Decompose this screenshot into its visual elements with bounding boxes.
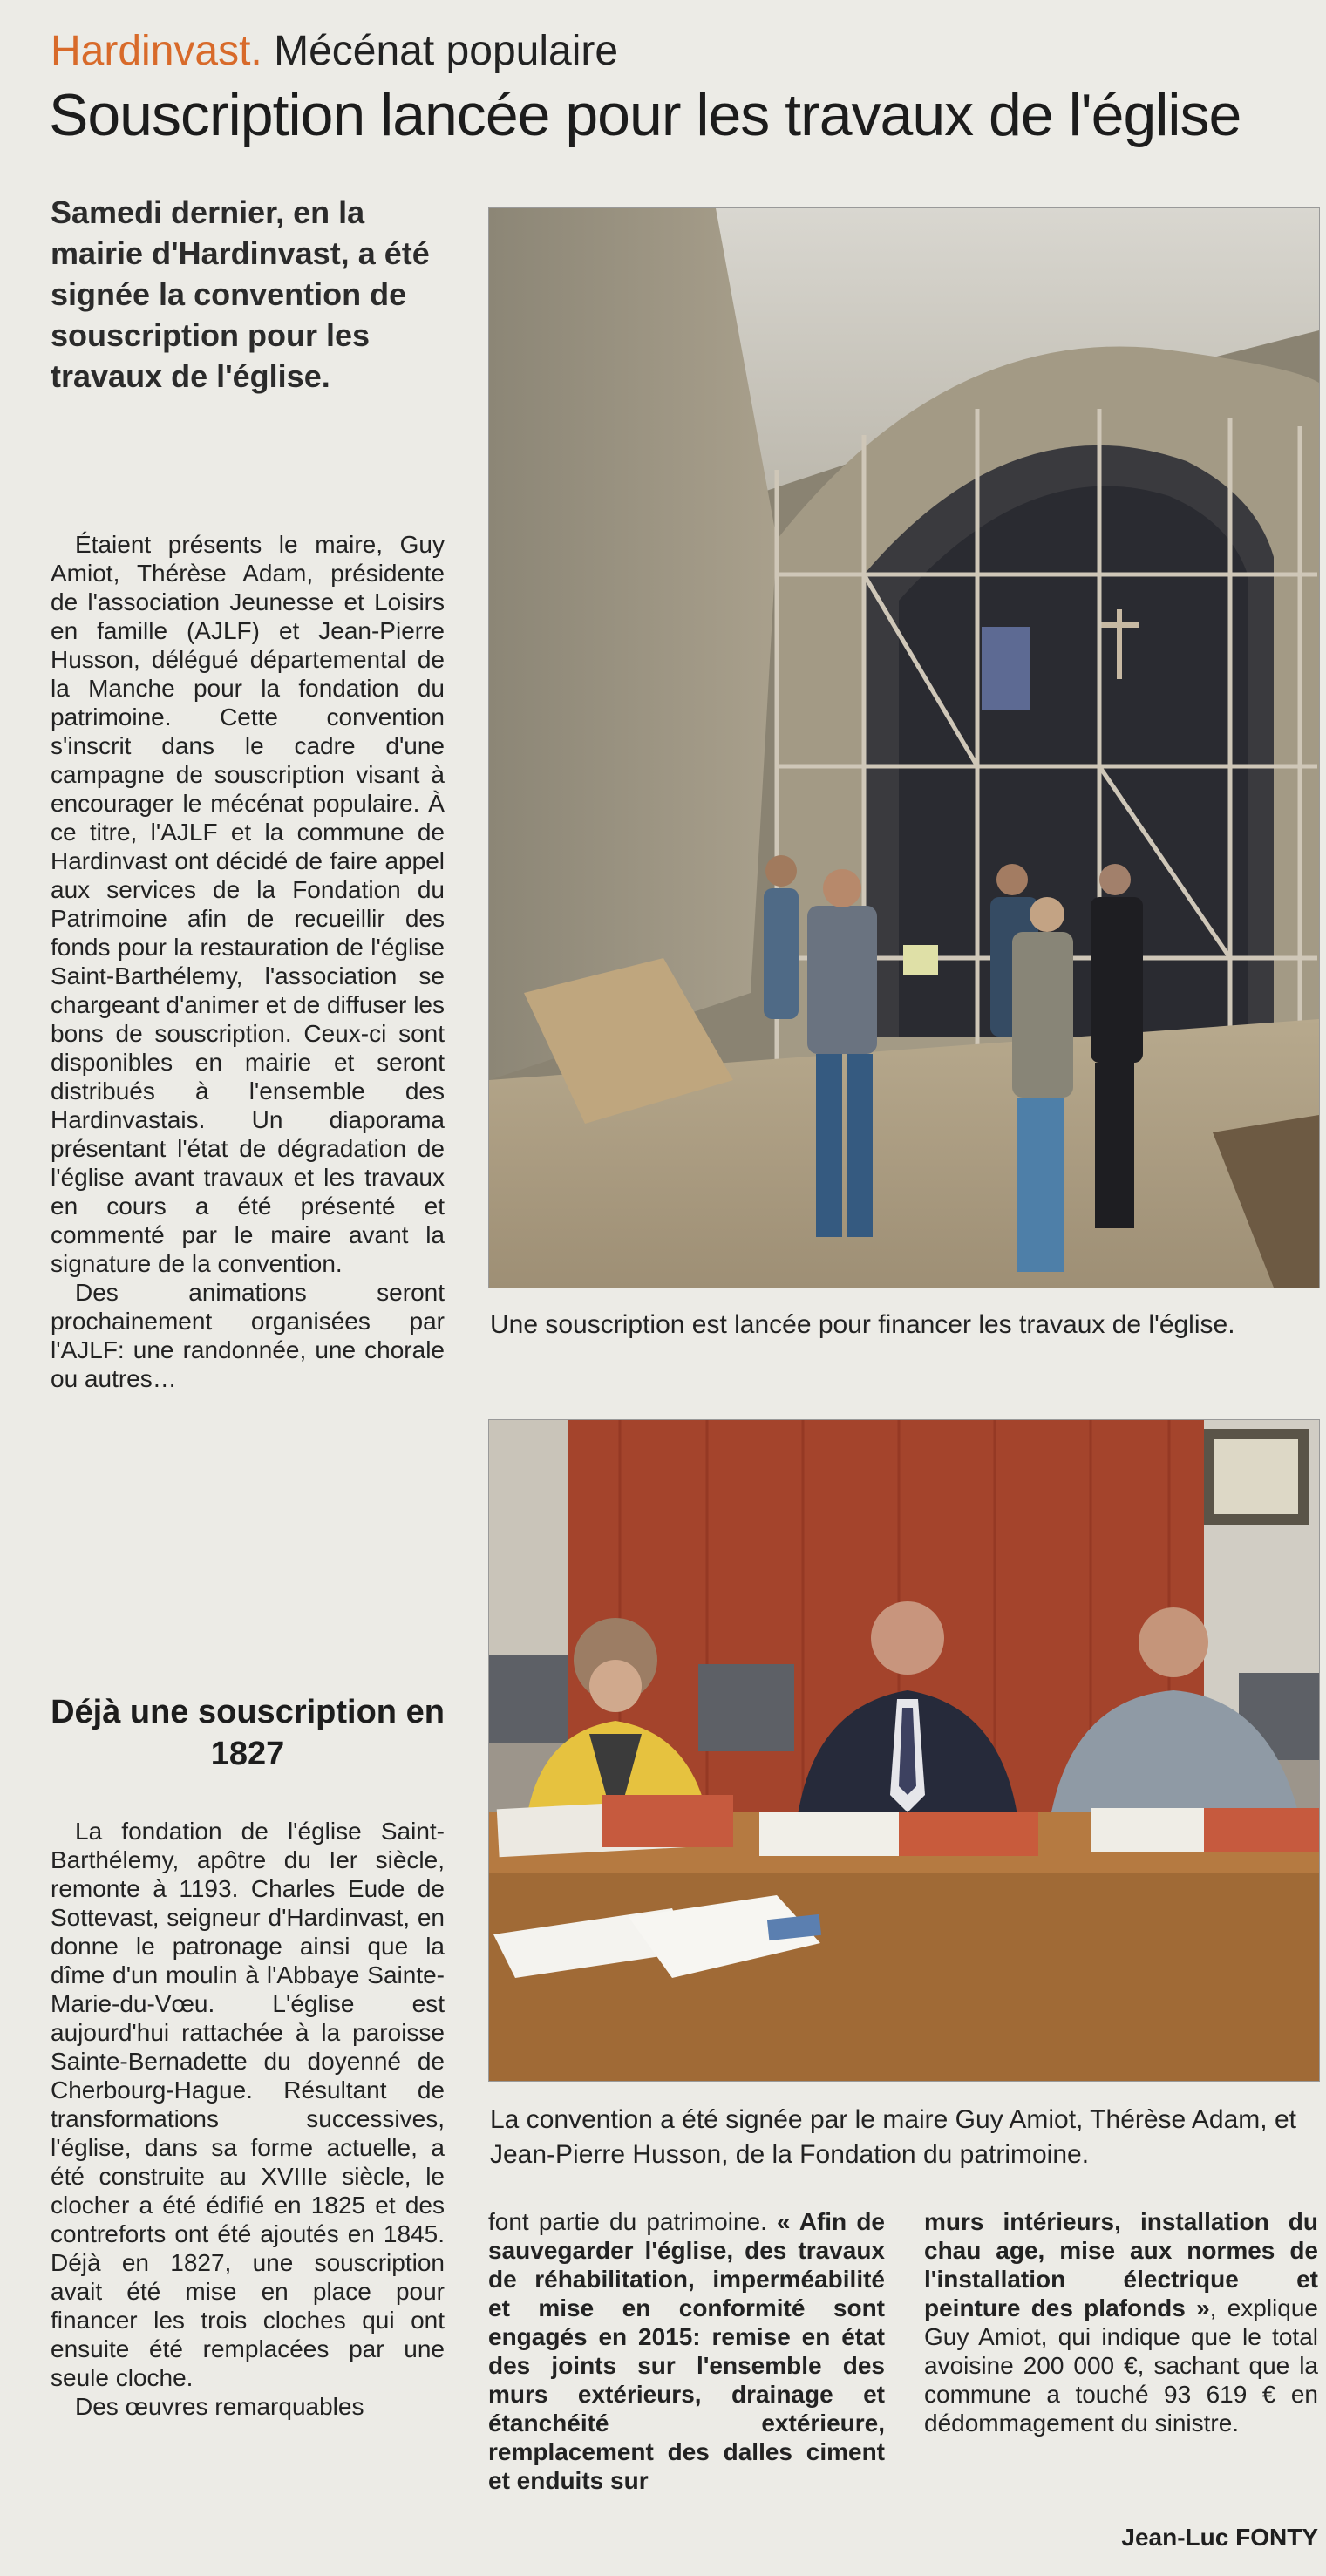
body-column-3 (924, 2207, 1318, 2437)
photo-1-caption: Une souscription est lancée pour financer les travaux de l'église. (490, 1310, 1235, 1339)
column-3-text: , explique Guy Amiot, qui indique que le total avoisine 200 000 €, sachant que la commune a touché 93 619 € en dédommagement du sinistre. (924, 2294, 1318, 2437)
signing-ceremony-photo (488, 1419, 1320, 2082)
lead-paragraph: Samedi dernier, en la mairie d'Hardinvast, a été signée la convention de souscription pour les travaux de l'église. (51, 194, 430, 394)
body-paragraph-1: Étaient présents le maire, Guy Amiot, Thérèse Adam, présidente de l'association Jeunesse et Loisirs en famille (AJLF) et Jean-Pierre Husson, délégué départemental de la Manche pour la fondation du patrimoine. Cette convention s'inscrit dans le cadre d'une campagne de souscription visant à encourager le mécénat populaire. À ce titre, l'AJLF et la commune de Hardinvast ont décidé de faire appel aux services de la Fondation du Patrimoine afin de recueillir des fonds pour la restauration de l'église Saint-Barthélemy, l'association se chargeant d'animer et de diffuser les bons de souscription. Ceux-ci sont disponibles en mairie et seront distribués à l'ensemble des Hardinvastais. Un diaporama présentant l'état de dégradation de l'église avant travaux et les travaux en cours a été présenté et commenté par le maire avant la signature de la convention. (51, 531, 445, 1277)
body-paragraph-3: La fondation de l'église Saint-Barthélemy, apôtre du Ier siècle, remonte à 1193. Charles Eude de Sottevast, seigneur d'Hardinvast, en donne le patronage ainsi que la dîme d'un moulin à l'Abbaye Sainte-Marie-du-Vœu. L'église est aujourd'hui rattachée à la paroisse Sainte-Bernadette du doyenné de Cherbourg-Hague. Résultant de transformations successives, l'église, dans sa forme actuelle, a été construite au XVIIIe siècle, le clocher a été édifié en 1825 et des contreforts ont été ajoutés en 1845. Déjà en 1827, une souscription avait été mise en place pour financer les trois cloches qui ont ensuite été remplacées par une seule cloche. (51, 1818, 445, 2391)
body-paragraph-4: Des œuvres remarquables (75, 2393, 364, 2420)
subheading: Déjà une souscription en 1827 (51, 1694, 445, 1772)
body-column-1-top (51, 530, 445, 1393)
quote-part-2: murs intérieurs, installation du chau age, mise aux normes de l'installation électrique et peinture des plafonds » (924, 2208, 1318, 2321)
column-2-text: font partie du patrimoine. (488, 2208, 767, 2235)
quote-part-1: « Afin de sauvegarder l'église, des travaux de réhabilitation, imperméabilité et mise en conformité sont engagés en 2015: remise en état des joints sur l'ensemble des murs extérieurs, drainage et étanchéité extérieure, remplacement des dalles ciment et enduits sur (488, 2208, 885, 2494)
article-kicker (51, 24, 618, 78)
church-interior-photo (488, 207, 1320, 1288)
body-paragraph-2: Des animations seront prochainement organisées par l'AJLF: une randonnée, une chorale ou autres… (51, 1279, 445, 1392)
kicker-topic: Mécénat populaire (274, 28, 619, 74)
kicker-place: Hardinvast. (51, 28, 262, 74)
photo-2-caption: La convention a été signée par le maire Guy Amiot, Thérèse Adam, et Jean-Pierre Husson, de la Fondation du patrimoine. (490, 2105, 1296, 2169)
body-column-1-bottom (51, 1817, 445, 2421)
author-signature: Jean-Luc FONTY (1121, 2524, 1318, 2551)
body-column-2 (488, 2207, 885, 2495)
headline: Souscription lancée pour les travaux de l'église (49, 82, 1241, 148)
